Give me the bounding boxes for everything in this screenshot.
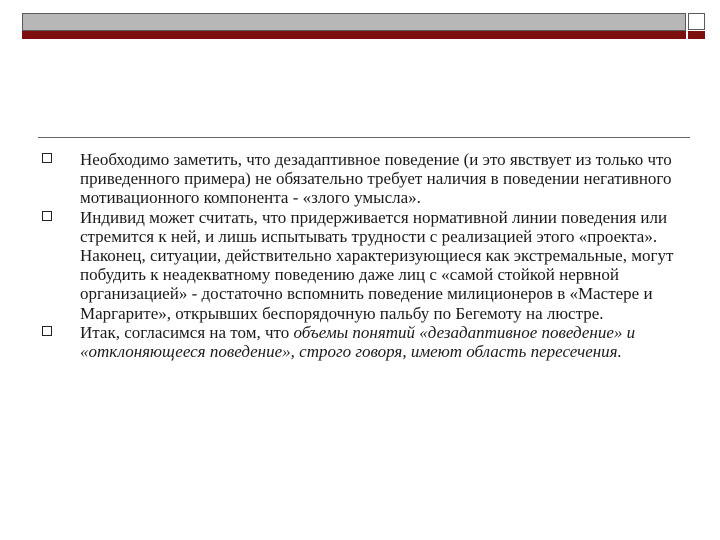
bullet-text: Индивид может считать, что придерживается нормативной линии поведения или стремится к ней, и лишь испытывать трудности с реализацией этого «проекта». Наконец, ситуации, действительно характеризующиеся как экстремальные, могут побудить к неадекватному поведению даже лиц с «самой стойкой нервной организацией» - достаточно вспомнить поведение милиционеров в «Мастере и Маргарите», открывших беспорядочную пальбу по Бегемоту на люстре. <box>80 207 674 323</box>
header-corner-square <box>688 13 705 30</box>
bullet-text: Необходимо заметить, что дезадаптивное поведение (и это явствует из только что приведенного примера) не обязательно требует наличия в поведении негативного мотивационного компонента - «злого умысла». <box>80 150 672 208</box>
header-band-red <box>22 31 686 39</box>
bullet-list <box>40 150 680 361</box>
bullet-text-italic: объемы понятий «дезадаптивное поведение» и «отклоняющееся поведение», строго говоря, имеют область пересечения. <box>80 322 636 362</box>
square-bullet-icon <box>42 211 52 221</box>
header-corner-red <box>688 31 705 39</box>
square-bullet-icon <box>42 153 52 163</box>
header-band-gray <box>22 13 686 31</box>
title-separator-line <box>38 137 690 138</box>
list-item <box>40 208 680 323</box>
list-item <box>40 323 680 361</box>
bullet-text: Итак, согласимся на том, что <box>80 322 294 342</box>
list-item <box>40 150 680 208</box>
square-bullet-icon <box>42 326 52 336</box>
